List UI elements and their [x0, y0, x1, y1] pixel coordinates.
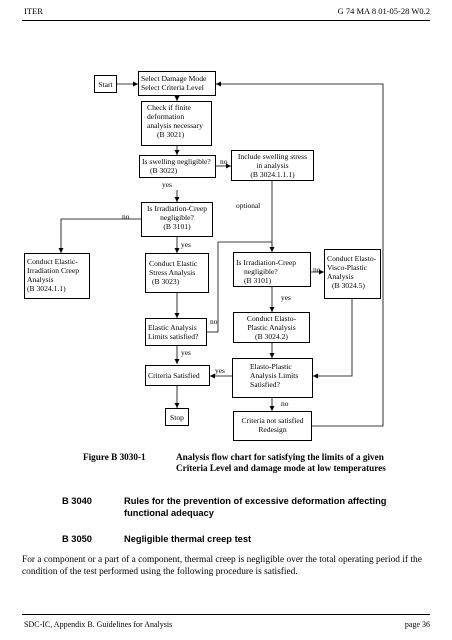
- sec3050-line-1: Negligible thermal creep test: [124, 534, 252, 544]
- caption-line-1: Analysis flow chart for satisfying the limits of a given: [176, 452, 384, 462]
- elasto-visco-plastic-box: [324, 249, 381, 299]
- cns-line-2: Redesign: [258, 425, 287, 434]
- cs-label: Criteria Satisfied: [148, 371, 200, 380]
- check-line-3: analysis necessary: [147, 121, 203, 130]
- body-paragraph: For a component or a part of a component, thermal creep is negligible over the total operating period if the condition of the test performed using the following procedure is satisfied.: [22, 555, 422, 577]
- header-right: G 74 MA 8 01-05-28 W0.2: [337, 6, 430, 16]
- elasto-plastic-box: [233, 312, 310, 343]
- check-line-1: Check if finite: [147, 103, 191, 112]
- swelling-line-1: Is swelling negligible?: [142, 157, 211, 166]
- evp-line-4: (B 3024.5): [332, 281, 365, 290]
- irr2-line-3: (B 3101): [244, 276, 272, 285]
- footer-left: SDC-IC, Appendix B. Guidelines for Analysis: [24, 620, 173, 629]
- eirr-line-2: Irradiation Creep: [27, 266, 80, 275]
- epl-line-3: Satisfied?: [250, 380, 280, 389]
- evp-line-3: Analysis: [327, 272, 354, 281]
- label-yes-ep: yes: [215, 366, 225, 375]
- elastic-irradiation-creep-box: [24, 253, 90, 299]
- check-line-2: deformation: [147, 112, 185, 121]
- sec3040-line-2: functional adequacy: [124, 507, 214, 518]
- ep-line-1: Conduct Elasto-: [246, 314, 297, 323]
- elastic-stress-box: [145, 253, 209, 293]
- include-swelling-box: [231, 150, 314, 181]
- figure-number: Figure B 3030-1: [83, 452, 146, 462]
- label-yes-elastic: yes: [181, 348, 191, 357]
- section-number-3040: B 3040: [62, 496, 92, 506]
- evp-line-1: Conduct Elasto-: [327, 254, 377, 263]
- criteria-satisfied-box: [145, 365, 210, 386]
- ep-line-3: (B 3024.2): [255, 332, 288, 341]
- label-yes-swelling: yes: [162, 180, 172, 189]
- ep-line-2: Plastic Analysis: [247, 323, 296, 332]
- eirr-line-4: (B 3024.1.1): [27, 284, 66, 293]
- label-optional: optional: [236, 201, 261, 210]
- es-line-1: Conduct Elastic: [149, 259, 198, 268]
- ep-limits-box: [232, 358, 313, 398]
- label-no-ep: no: [281, 399, 289, 408]
- caption-line-2: Criteria Level and damage mode at low temperatures: [176, 463, 386, 473]
- el-line-2: Limits satisfied?: [148, 332, 199, 341]
- swelling-line-2: (B 3022): [150, 166, 178, 175]
- label-yes-irr1: yes: [181, 240, 191, 249]
- footer-rule: [22, 614, 430, 615]
- start-box: [94, 75, 117, 93]
- section-number-3050: B 3050: [62, 534, 92, 544]
- section-title-3040: [124, 496, 386, 519]
- label-no-irr1: no: [122, 212, 130, 221]
- evp-line-2: Visco-Plastic: [327, 263, 368, 272]
- es-line-2: Stress Analysis: [149, 268, 196, 277]
- irr1-line-1: Is Irradiation-Creep: [146, 204, 208, 213]
- start-label: Start: [98, 80, 113, 89]
- irr2-line-1: Is Irradiation-Creep: [236, 258, 297, 267]
- criteria-not-satisfied-box: [233, 411, 312, 441]
- select-damage-mode-box: [138, 71, 216, 96]
- irr1-line-3: (B 3101): [163, 222, 191, 231]
- footer-right: page 36: [404, 620, 430, 629]
- header-left: ITER: [24, 6, 43, 16]
- irr2-line-2: negligible?: [244, 267, 278, 276]
- label-no-elastic: no: [210, 317, 218, 326]
- select-line-2: Select Criteria Level: [141, 83, 204, 92]
- label-no-swelling: no: [220, 157, 228, 166]
- eirr-line-3: Analysis: [27, 275, 54, 284]
- check-finite-box: [141, 101, 212, 146]
- elastic-limits-box: [145, 318, 207, 346]
- eirr-line-1: Conduct Elastic-: [27, 257, 78, 266]
- es-line-3: (B 3023): [152, 277, 180, 286]
- epl-line-2: Analysis Limits: [250, 371, 299, 380]
- include-line-1: Include swelling stress: [237, 152, 308, 161]
- swelling-box: [139, 155, 216, 178]
- include-line-2: in analysis: [256, 161, 289, 170]
- figure-caption: [176, 452, 386, 474]
- label-yes-irr2: yes: [281, 293, 291, 302]
- irr1-line-2: negligible?: [160, 213, 194, 222]
- label-no-irr2: no: [313, 265, 321, 274]
- epl-line-1: Elasto-Plastic: [250, 362, 292, 371]
- irradiation-creep-2-box: [233, 252, 311, 287]
- cns-line-1: Criteria not satisfied: [241, 416, 304, 425]
- stop-label: Stop: [170, 413, 184, 422]
- irradiation-creep-1-box: [141, 202, 213, 237]
- sec3040-line-1: Rules for the prevention of excessive deformation affecting: [124, 496, 387, 506]
- include-line-3: (B 3024.1.1.1): [250, 170, 295, 179]
- select-line-1: Select Damage Mode: [141, 74, 207, 83]
- check-line-4: (B 3021): [157, 130, 185, 139]
- el-line-1: Elastic Analysis: [148, 323, 197, 332]
- section-title-3050: [124, 534, 251, 546]
- stop-box: [165, 408, 189, 426]
